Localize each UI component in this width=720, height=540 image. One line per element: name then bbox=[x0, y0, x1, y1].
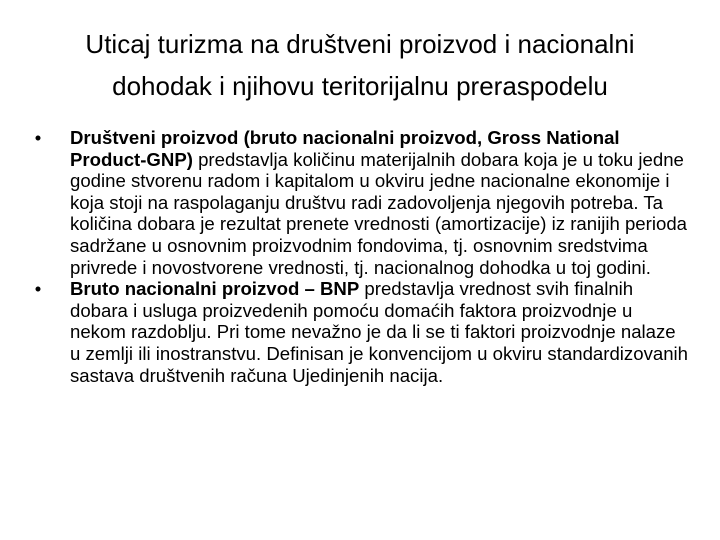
bullet-text: predstavlja količinu materijalnih dobara koja je u toku jedne godine stvorenu radom i kapitalom u okviru jedne nacionalne ekonomije i koja stoji na raspolaganju društvu radi zadovoljenja njegovih potreba. Ta količina dobara je rezultat prenete vrednosti (amortizacije) iz ranijih perioda sadržane u osnovnim proizvodnim fondovima, tj. osnovnim sredstvima privrede i novostvorene vrednosti, tj. nacionalnog dohodka u toj godini. bbox=[70, 148, 687, 278]
bullet-item-gnp bbox=[28, 127, 688, 278]
bullet-text: predstavlja vrednost svih finalnih dobara i usluga proizvedenih pomoću domaćih faktora proizvodnje u nekom razdoblju. Pri tome nevažno je da li se ti faktori proizvodnje nalaze u zemlji ili inostranstvu. Definisan je konvencijom u okviru standardizovanih sastava društvenih računa Ujedinjenih nacija. bbox=[70, 278, 689, 386]
bullet-dot-icon: • bbox=[34, 127, 42, 148]
bullet-dot-icon: • bbox=[34, 278, 42, 300]
bullet-term: Društveni proizvod (bruto nacionalni proizvod, Gross National Product-GNP) bbox=[70, 127, 620, 170]
bullet-item-bnp bbox=[28, 278, 688, 386]
slide-title: Uticaj turizma na društveni proizvod i nacionalni dohodak i njihovu teritorijalnu preraspodelu bbox=[85, 29, 635, 102]
bullet-term: Bruto nacionalni proizvod – BNP bbox=[70, 278, 360, 300]
bullet-list bbox=[28, 127, 688, 386]
